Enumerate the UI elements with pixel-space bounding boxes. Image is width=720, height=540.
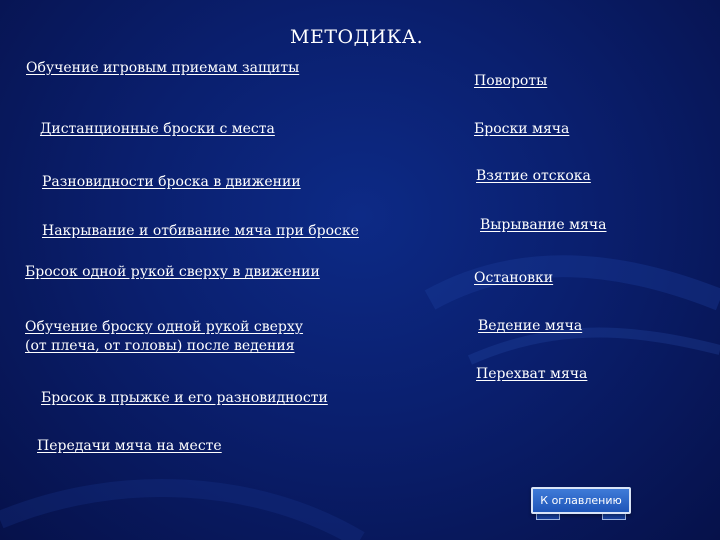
link-dribbling[interactable]: Ведение мяча bbox=[478, 318, 583, 334]
link-turns[interactable]: Повороты bbox=[474, 73, 548, 89]
link-interception[interactable]: Перехват мяча bbox=[476, 366, 588, 382]
link-blocking-shot[interactable]: Накрывание и отбивание мяча при броске bbox=[42, 223, 359, 239]
link-ball-stealing[interactable]: Вырывание мяча bbox=[480, 217, 607, 233]
link-rebound[interactable]: Взятие отскока bbox=[476, 168, 591, 184]
link-line-1: Обучение броску одной рукой сверху bbox=[25, 319, 304, 335]
page-title: МЕТОДИКА. bbox=[290, 26, 424, 48]
link-line-2: (от плеча, от головы) после ведения bbox=[25, 338, 295, 354]
link-ball-shots[interactable]: Броски мяча bbox=[474, 121, 570, 137]
link-distance-shots[interactable]: Дистанционные броски с места bbox=[40, 121, 275, 137]
link-one-hand-overhead-moving[interactable]: Бросок одной рукой сверху в движении bbox=[25, 264, 320, 280]
link-one-hand-overhead-after-dribble[interactable] bbox=[25, 318, 303, 356]
link-jump-shot[interactable]: Бросок в прыжке и его разновидности bbox=[41, 390, 328, 406]
link-passes-standing[interactable]: Передачи мяча на месте bbox=[37, 438, 222, 454]
table-of-contents-button[interactable]: К оглавлению bbox=[531, 487, 631, 514]
link-defense-techniques[interactable]: Обучение игровым приемам защиты bbox=[26, 60, 300, 76]
link-stops[interactable]: Остановки bbox=[474, 270, 554, 286]
link-shot-variations-moving[interactable]: Разновидности броска в движении bbox=[42, 174, 301, 190]
